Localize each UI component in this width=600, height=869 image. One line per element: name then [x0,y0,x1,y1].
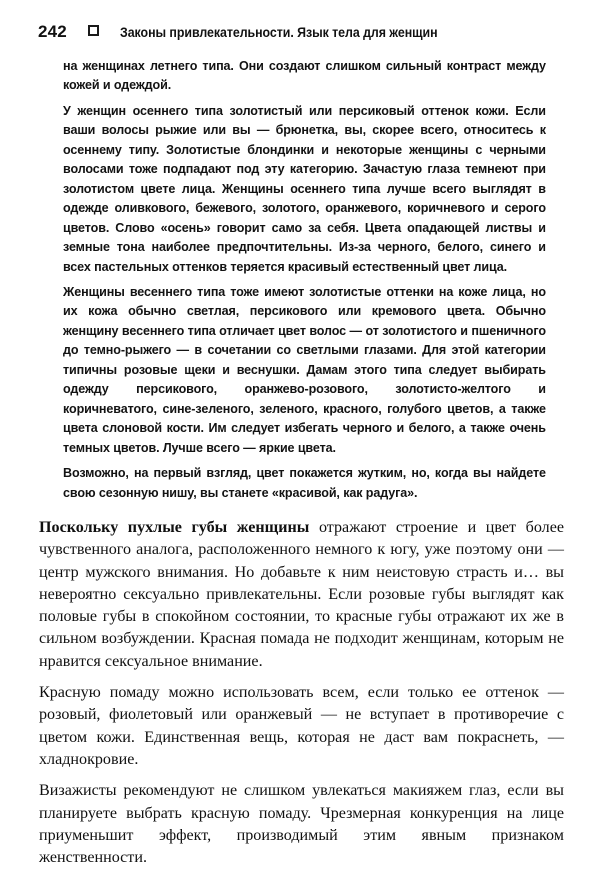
running-title: Законы привлекательности. Язык тела для женщин [119,25,438,40]
page-number: 242 [38,22,67,41]
lead-paragraph-rest: отражают строение и цвет более чувственного аналога, расположенного немного к югу, уже поэтому они — центр мужского внимания. Но добавьте к ним неистовую страсть и… вы невероятно сексуально привлекательны. Если розовые губы выглядят как половые губы в спокойном состоянии, то красные губы отражают их же в сильном возбуждении. Красная помада не подходит женщинам, которым не нравится сексуальное внимание. [39,519,564,670]
lead-bold-phrase: Поскольку пухлые губы женщины [39,519,310,536]
upper-text-column [63,56,546,503]
hollow-square-icon [88,25,99,36]
paragraph: У женщин осеннего типа золотистый или персиковый оттенок кожи. Если ваши волосы рыжие или вы — брюнетка, вы, скорее всего, относитесь к осеннему типу. Золотистые блондинки и некоторые женщины с черными волосами тоже подпадают под эту категорию. Зачастую глаза темнеют при золотистом цвете лица. Женщины осеннего типа лучше всего выглядят в одежде оливкового, бежевого, золотого, оранжевого, коричневого и серого цветов. Слово «осень» говорит само за себя. Цвета опадающей листвы и земные тона наиболее предпочтительны. Из-за черного, белого, синего и всех пастельных оттенков теряется красивый естественный цвет лица. [63,102,546,274]
paragraph: Возможно, на первый взгляд, цвет покажется жутким, но, когда вы найдете свою сезонную нишу, вы станете «красивой, как радуга». [63,465,546,500]
paragraph: Женщины весеннего типа тоже имеют золотистые оттенки на коже лица, но их кожа обычно светлая, персикового или кремового цвета. Обычно женщину весеннего типа отличает цвет волос — от золотистого и пшеничного до темно-рыжего — в сочетании со светлыми глазами. Для этой категории типичны розовые щеки и веснушки. Дамам этого типа следует выбирать одежду персикового, оранжево-розового, золотисто-желтого и коричневатого, сине-зеленого, зеленого, красного, голубого цветов, а также цвета слоновой кости. Им следует избегать черного и белого, а также очень темных цветов. Лучше всего — яркие цвета. [63,283,546,455]
paragraph: Красную помаду можно использовать всем, если только ее оттенок — розовый, фиолетовый или оранжевый — не вступает в противоречие с цветом кожи. Единственная вещь, которая не даст вам покраснеть, — хладнокровие. [39,684,564,768]
paragraph: Визажисты рекомендуют не слишком увлекаться макияжем глаз, если вы планируете выбрать красную помаду. Чрезмерная конкуренция на лице приуменьшит эффект, производимый этим явным признаком женственности. [39,782,564,867]
running-head [38,22,463,42]
paragraph: на женщинах летнего типа. Они создают слишком сильный контраст между кожей и одеждой. [63,58,546,93]
lead-paragraph [39,517,564,673]
lower-text-column [39,517,564,869]
